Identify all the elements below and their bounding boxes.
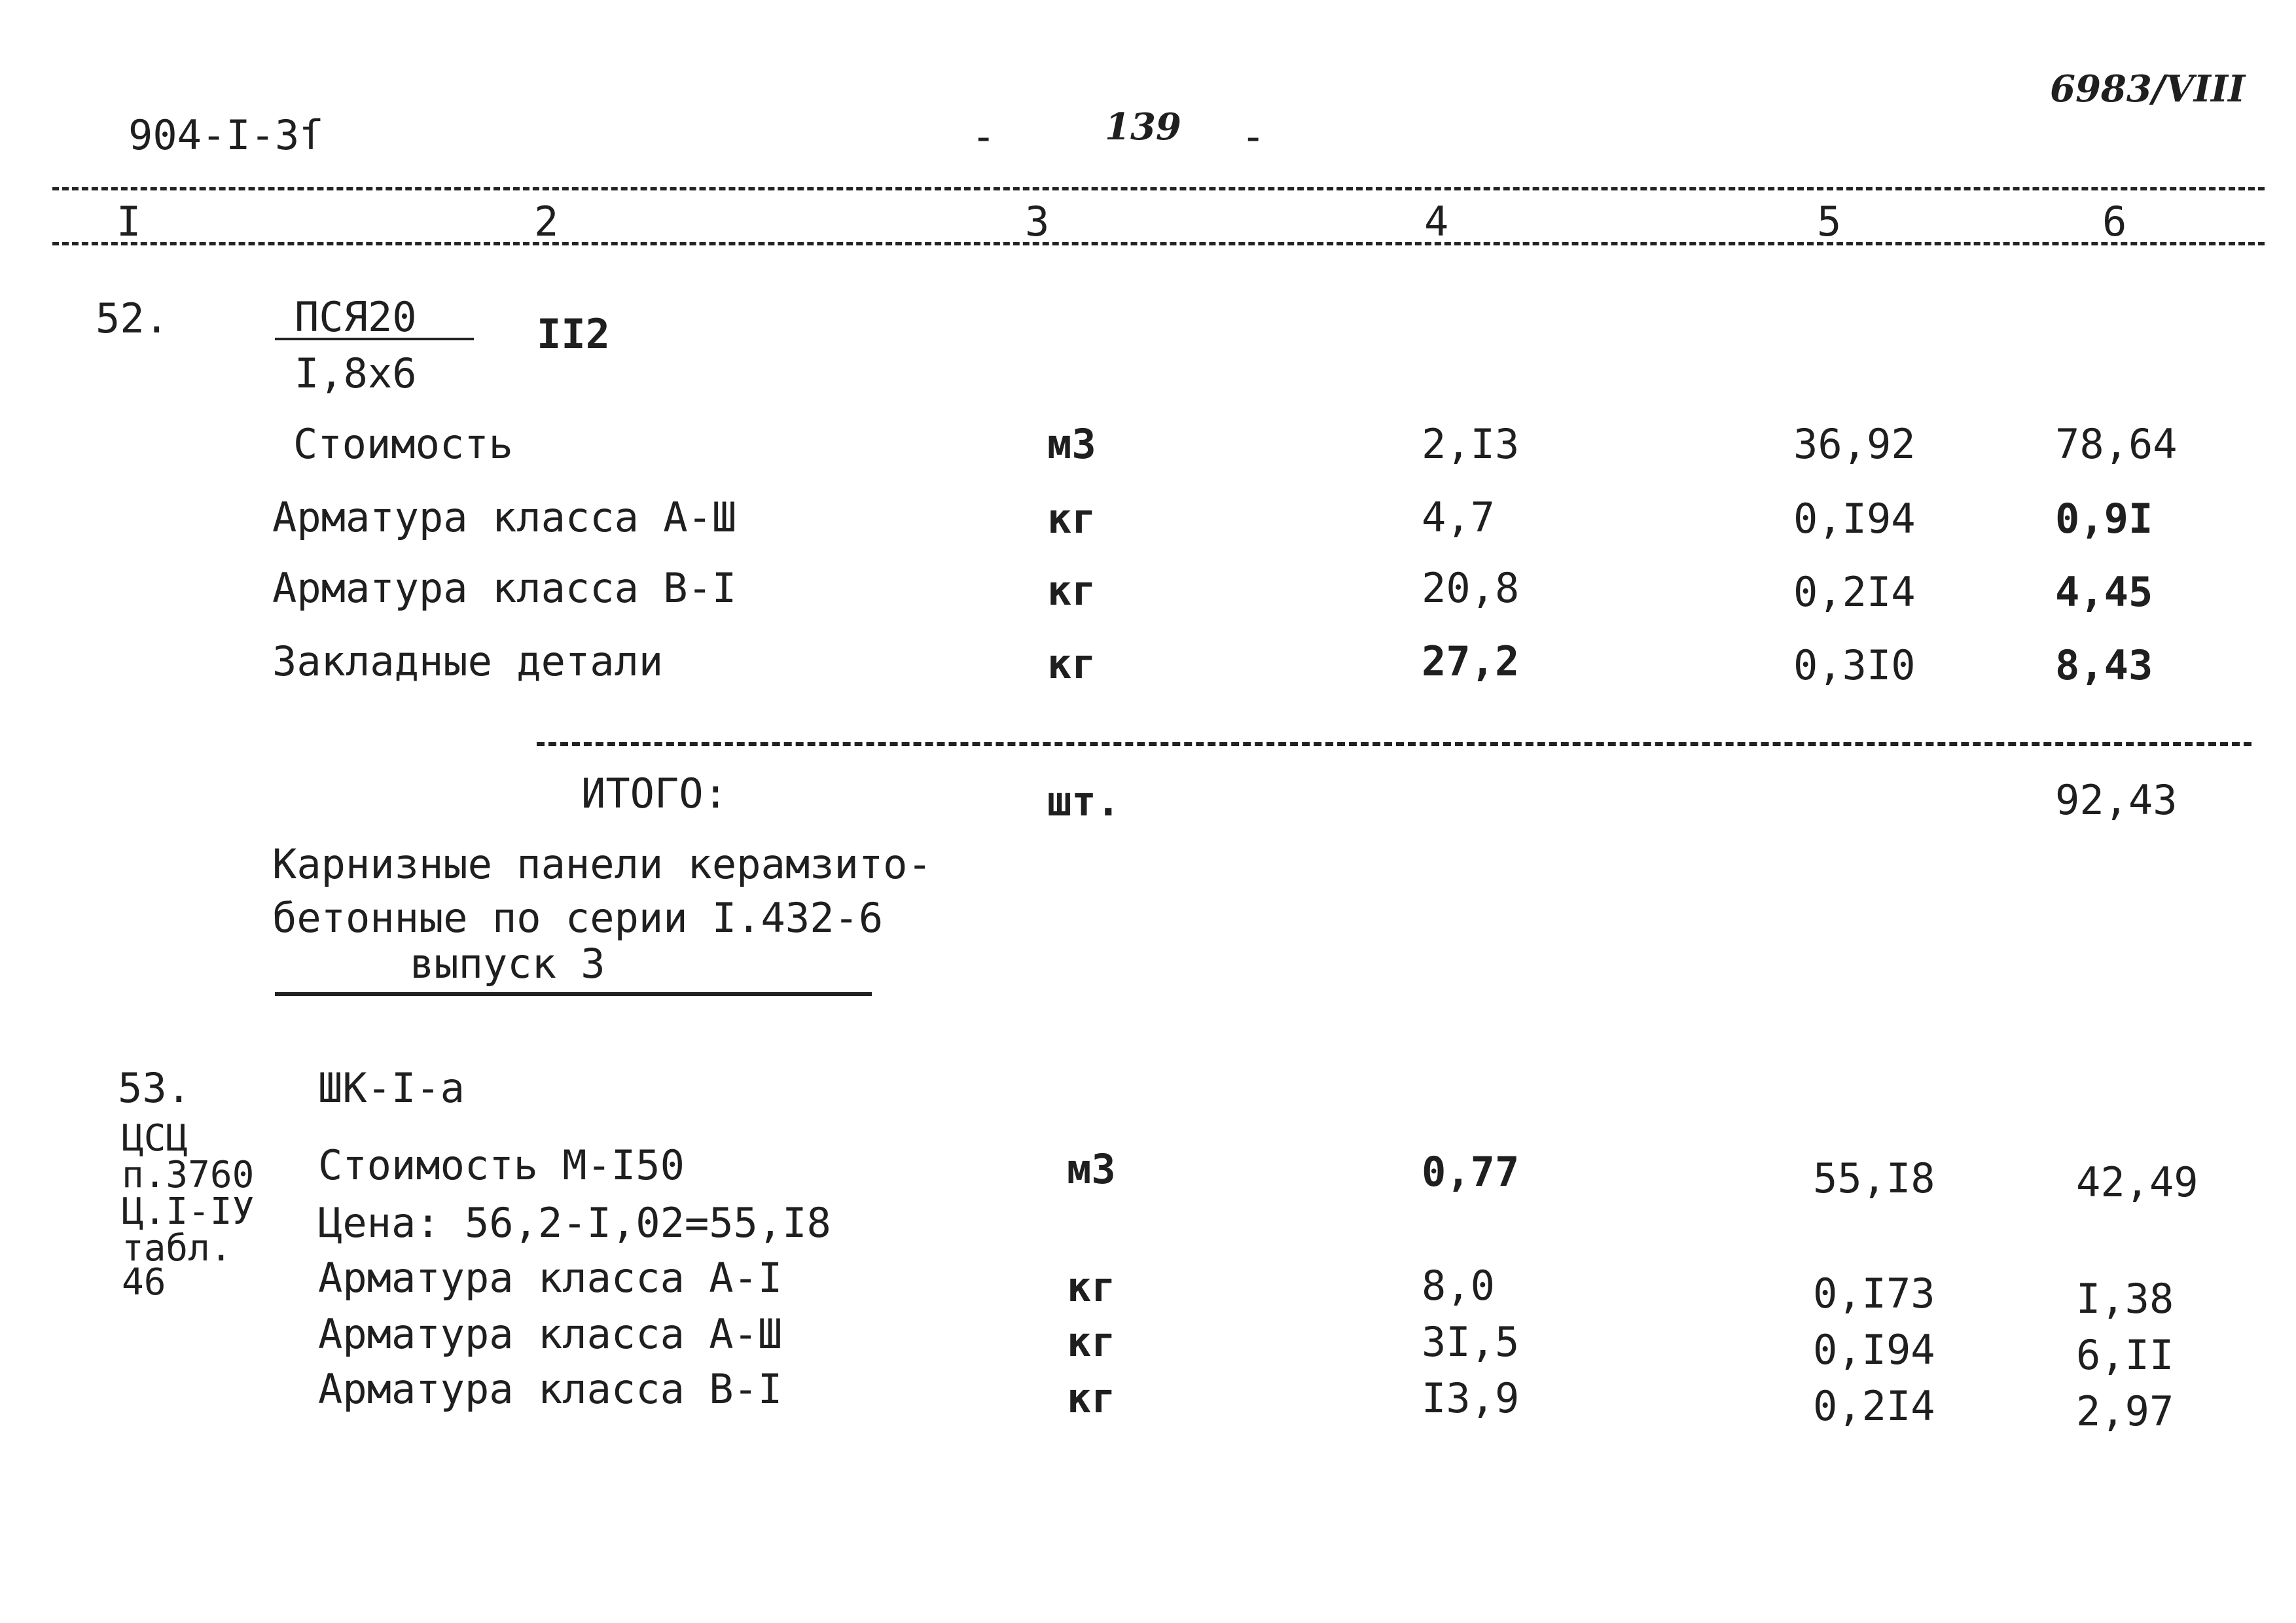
col-header-3: 3 bbox=[1025, 198, 1050, 245]
doc-code: 904-I-3ſ bbox=[128, 111, 324, 159]
row-unit: кг bbox=[1047, 567, 1096, 615]
page-number: 139 bbox=[1105, 105, 1181, 149]
row-qty: 8,0 bbox=[1422, 1262, 1495, 1310]
row-unit: м3 bbox=[1047, 420, 1096, 468]
row-qty: 3I,5 bbox=[1422, 1318, 1520, 1366]
header-rule-top bbox=[52, 187, 2265, 190]
row-total: 42,49 bbox=[2076, 1158, 2198, 1206]
row-name: Арматура класса А-I bbox=[318, 1254, 783, 1302]
row-total: 2,97 bbox=[2076, 1387, 2174, 1435]
row-price: 0,2I4 bbox=[1793, 568, 1916, 616]
item52-total-value: 92,43 bbox=[2055, 776, 2178, 824]
row-qty: 20,8 bbox=[1422, 564, 1520, 612]
row-name: Арматура класса А-Ш bbox=[318, 1310, 783, 1358]
row-unit: кг bbox=[1047, 640, 1096, 688]
row-name: Арматура класса В-I bbox=[318, 1365, 783, 1413]
item53-number: 53. bbox=[118, 1064, 191, 1112]
item53-source-line2: п.3760 bbox=[122, 1154, 255, 1196]
col-header-5: 5 bbox=[1817, 198, 1842, 245]
row-price: 36,92 bbox=[1793, 420, 1916, 468]
item52-mark-bottom: I,8х6 bbox=[295, 349, 417, 397]
row-name: Закладные детали bbox=[272, 637, 664, 685]
item52-total-unit: шт. bbox=[1047, 777, 1121, 825]
item53-source-line4: табл. bbox=[122, 1227, 232, 1270]
item52-mark-fraction-line bbox=[275, 338, 474, 340]
row-unit: кг bbox=[1047, 495, 1096, 543]
col-header-1: I bbox=[117, 198, 141, 245]
item52-number: 52. bbox=[96, 294, 169, 342]
row-price: 55,I8 bbox=[1813, 1154, 1935, 1202]
row-qty: I3,9 bbox=[1422, 1374, 1520, 1422]
row-price: 0,2I4 bbox=[1813, 1382, 1935, 1430]
row-name: Стоимость bbox=[293, 420, 513, 468]
row-name: Стоимость М-I50 bbox=[318, 1141, 685, 1189]
row-unit: кг bbox=[1067, 1263, 1116, 1311]
row-price: 0,I94 bbox=[1793, 495, 1916, 543]
section-underline bbox=[275, 992, 872, 996]
item53-mark: ШК-I-а bbox=[318, 1064, 465, 1112]
subtotal-rule bbox=[537, 742, 2251, 746]
col-header-2: 2 bbox=[534, 198, 559, 245]
item52-mark-top: ПСЯ20 bbox=[295, 293, 417, 341]
handwritten-code: 6983/VIII bbox=[2050, 67, 2246, 111]
row-qty: 27,2 bbox=[1422, 637, 1520, 685]
row-price: 0,I94 bbox=[1813, 1326, 1935, 1374]
item53-source-line3: Ц.I-IУ bbox=[122, 1190, 255, 1233]
row-qty: 4,7 bbox=[1422, 493, 1495, 541]
row-total: 6,II bbox=[2076, 1331, 2174, 1379]
row-qty: 0,77 bbox=[1422, 1148, 1520, 1196]
row-qty: 2,I3 bbox=[1422, 420, 1520, 468]
row-total: I,38 bbox=[2076, 1275, 2174, 1323]
item52-ref: II2 bbox=[537, 310, 610, 358]
row-unit: м3 bbox=[1067, 1145, 1116, 1193]
row-price: 0,I73 bbox=[1813, 1270, 1935, 1317]
row-total: 78,64 bbox=[2055, 420, 2178, 468]
item53-source-line5: 46 bbox=[122, 1261, 166, 1304]
row-name: Цена: 56,2-I,02=55,I8 bbox=[318, 1199, 831, 1247]
row-unit: кг bbox=[1067, 1374, 1116, 1422]
section-title-line2: бетонные по серии I.432-6 bbox=[272, 894, 884, 942]
row-total: 0,9I bbox=[2055, 495, 2153, 543]
item52-total-label: ИТОГО: bbox=[581, 770, 728, 817]
row-name: Арматура класса В-I bbox=[272, 564, 737, 612]
page-dash-left: - bbox=[971, 113, 996, 160]
row-unit: кг bbox=[1067, 1318, 1116, 1366]
row-price: 0,3I0 bbox=[1793, 641, 1916, 689]
item53-source-line1: ЦСЦ bbox=[122, 1117, 188, 1160]
row-total: 4,45 bbox=[2055, 568, 2153, 616]
header-rule-bottom bbox=[52, 242, 2265, 245]
section-title-line3: выпуск 3 bbox=[410, 940, 605, 988]
page-dash-right: - bbox=[1241, 113, 1266, 160]
col-header-4: 4 bbox=[1424, 198, 1449, 245]
col-header-6: 6 bbox=[2102, 198, 2127, 245]
row-total: 8,43 bbox=[2055, 641, 2153, 689]
section-title-line1: Карнизные панели керамзито- bbox=[272, 840, 932, 888]
row-name: Арматура класса А-Ш bbox=[272, 493, 737, 541]
